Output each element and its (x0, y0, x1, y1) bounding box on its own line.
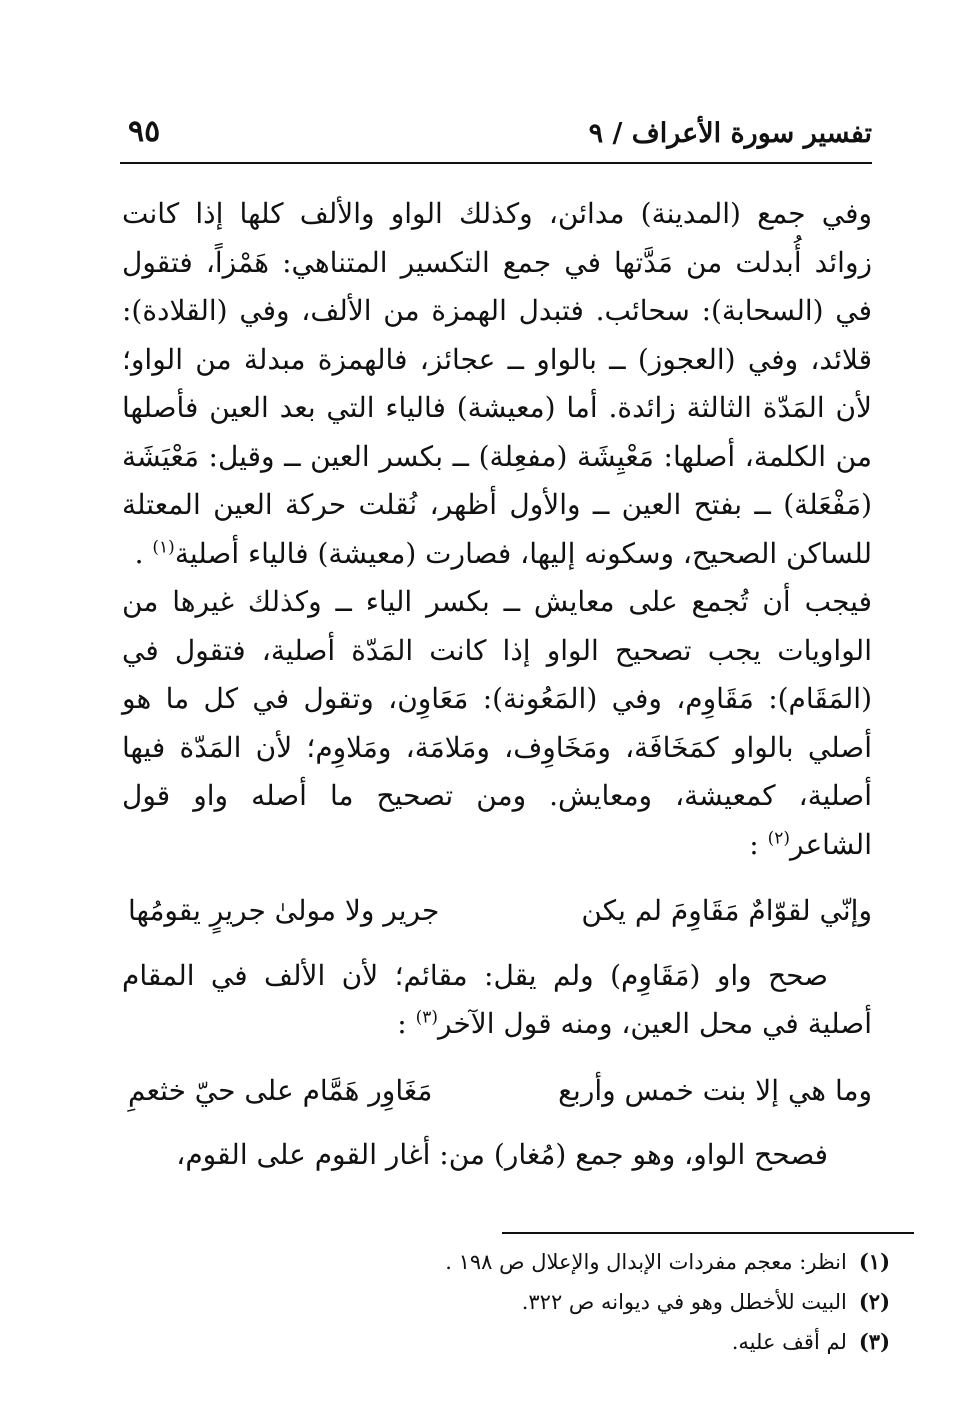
verse-2 (122, 1067, 872, 1116)
verse-2-second-hemistich: مَغَاوِر هَمَّام على حيّ خثعمِ (128, 1073, 433, 1107)
footnote-2-text: البيت للأخطل وهو في ديوانه ص ٣٢٢. (521, 1290, 847, 1314)
page-header (118, 112, 872, 162)
paragraph-1 (122, 190, 872, 578)
header-divider (120, 162, 872, 164)
paragraph-4-text: فصحح الواو، وهو جمع (مُغار) من: أغار القوم على القوم، (176, 1138, 828, 1171)
footnote-ref-1: (١) (152, 537, 175, 558)
paragraph-3-end: : (397, 1007, 407, 1040)
verse-1 (122, 887, 872, 936)
running-title: تفسير سورة الأعراف / ٩ (588, 118, 872, 149)
footnote-1-number: (١) (858, 1249, 890, 1274)
paragraph-2-end: : (749, 827, 759, 861)
paragraph-2 (122, 578, 872, 869)
verse-1-first-hemistich: وإنّي لقوّامٌ مَقَاوِمَ لم يكن (581, 894, 872, 927)
verse-1-second-hemistich: جرير ولا مولىٰ جريرٍ يقومُها (128, 894, 440, 927)
verse-2-first-hemistich: وما هي إلا بنت خمس وأربع (558, 1073, 872, 1107)
footnote-3-text: لم أقف عليه. (731, 1330, 847, 1354)
paragraph-1-text: وفي جمع (المدينة) مدائن، وكذلك الواو والألف كلها إذا كانت زوائد أُبدلت من مَدَّتها في جمع التكسير المتناهي: هَمْزاً، فتقول في (السحابة): سحائب. فتبدل الهمزة من الألف، وفي (القلادة): قلائد، وفي (العجوز) ــ بالواو ــ عجائز، فالهمزة مبدلة من الواو؛ لأن المَدّة الثالثة زائدة. أما (معيشة) فالياء التي بعد العين فأصلها من الكلمة، أصلها: مَعْيِشَة (مفعِلة) ــ بكسر العين ــ وقيل: مَعْيَشَة (مَفْعَلة) ــ بفتح العين ــ والأول أظهر، نُقلت حركة العين المعتلة للساكن الصحيح، وسكونه إليها، فصارت (معيشة) فالياء أصلية (122, 197, 872, 570)
footnote-2-number: (٢) (858, 1289, 890, 1314)
footnote-ref-2: (٢) (767, 828, 791, 849)
paragraph-3-text: صحح واو (مَقَاوِم) ولم يقل: مقائم؛ لأن الألف في المقام أصلية في محل العين، ومنه قول الآخر (122, 958, 872, 1040)
paragraph-2-text: فيجب أن تُجمع على معايش ــ بكسر الياء ــ وكذلك غيرها من الواويات يجب تصحيح الواو إذا كانت المَدّة أصلية، فتقول في (المَقَام): مَقَاوِم، وفي (المَعُونة): مَعَاوِن، وتقول في كل ما هو أصلي بالواو كمَخَافَة، ومَخَاوِف، ومَلامَة، ومَلاوِم؛ لأن المَدّة فيها أصلية، كمعيشة، ومعايش. ومن تصحيح ما أصله واو قول الشاعر (122, 585, 872, 861)
footnote-2 (120, 1282, 890, 1322)
footnote-3-number: (٣) (858, 1329, 890, 1354)
page-number: ٩٥ (128, 114, 161, 149)
footnote-1-text: انظر: معجم مفردات الإبدال والإعلال ص ١٩٨ . (445, 1250, 847, 1274)
footnote-1 (120, 1242, 890, 1282)
footnote-divider (502, 1232, 914, 1234)
paragraph-4 (122, 1131, 872, 1180)
footnotes (120, 1242, 890, 1362)
main-text (122, 190, 872, 1180)
footnote-3 (120, 1322, 890, 1362)
paragraph-1-end: . (134, 536, 144, 570)
footnote-ref-3: (٣) (415, 1007, 438, 1028)
paragraph-3 (122, 952, 872, 1049)
